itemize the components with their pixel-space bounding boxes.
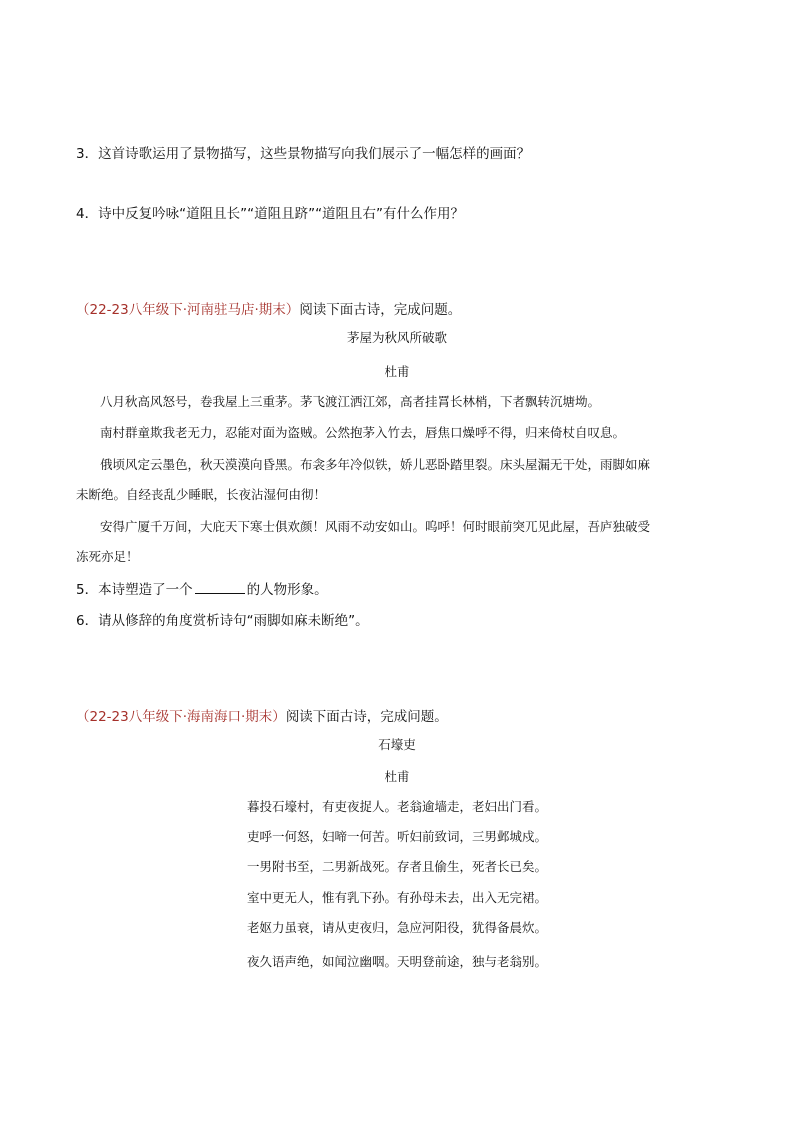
section1-source-tag: （22-23八年级下·河南驻马店·期末）	[76, 302, 300, 318]
section1-poem-author: 杜甫	[384, 364, 410, 379]
section2-poem-title: 石壕吏	[378, 737, 416, 752]
section2-poem-line: 暮投石壕村，有吏夜捉人。老翁逾墙走，老妇出门看。	[246, 799, 547, 814]
answer-blank[interactable]	[195, 581, 245, 594]
question-5	[76, 578, 328, 598]
section2-poem-line: 夜久语声绝，如闻泣幽咽。天明登前途，独与老翁别。	[246, 954, 547, 969]
section1-poem-line: 未断绝。自经丧乱少睡眠，长夜沾湿何由彻！	[76, 487, 327, 502]
section1-poem-line: 冻死亦足！	[76, 549, 139, 564]
section2-poem-line: 室中更无人，惟有乳下孙。有孙母未去，出入无完裙。	[246, 890, 547, 905]
question-5-prefix: 5．本诗塑造了一个	[76, 582, 193, 598]
section1-poem-line: 南村群童欺我老无力，忍能对面为盗贼。公然抱茅入竹去，唇焦口燥呼不得，归来倚杖自叹息。	[100, 425, 626, 440]
section1-poem-line: 安得广厦千万间，大庇天下寒士俱欢颜！风雨不动安如山。呜呼！何时眼前突兀见此屋，吾庐独破受	[100, 519, 651, 534]
section1-poem-line: 八月秋高风怒号，卷我屋上三重茅。茅飞渡江洒江郊，高者挂罥长林梢，下者飘转沉塘坳。	[100, 394, 601, 409]
section2-source-line	[76, 705, 448, 725]
section2-poem-line: 吏呼一何怒，妇啼一何苦。听妇前致词，三男邺城戍。	[246, 829, 547, 844]
question-4: 4．诗中反复吟咏“道阻且长”“道阻且跻”“道阻且右”有什么作用？	[76, 206, 465, 222]
section2-poem-line: 一男附书至，二男新战死。存者且偷生，死者长已矣。	[246, 859, 547, 874]
question-3: 3．这首诗歌运用了景物描写，这些景物描写向我们展示了一幅怎样的画面？	[76, 146, 531, 162]
section1-source-line	[76, 298, 461, 318]
question-6: 6．请从修辞的角度赏析诗句“雨脚如麻未断绝”。	[76, 613, 369, 629]
section1-poem-line: 俄顷风定云墨色，秋天漠漠向昏黑。布衾多年冷似铁，娇儿恶卧踏里裂。床头屋漏无干处，雨脚如麻	[100, 457, 651, 472]
section2-instruction: 阅读下面古诗，完成问题。	[285, 709, 448, 725]
section2-poem-line: 老妪力虽衰，请从吏夜归，急应河阳役，犹得备晨炊。	[246, 920, 547, 935]
section1-poem-title: 茅屋为秋风所破歌	[346, 330, 447, 345]
question-5-suffix: 的人物形象。	[246, 582, 328, 598]
section2-poem-author: 杜甫	[384, 769, 410, 784]
section1-instruction: 阅读下面古诗，完成问题。	[299, 302, 462, 318]
section2-source-tag: （22-23八年级下·海南海口·期末）	[76, 709, 286, 725]
